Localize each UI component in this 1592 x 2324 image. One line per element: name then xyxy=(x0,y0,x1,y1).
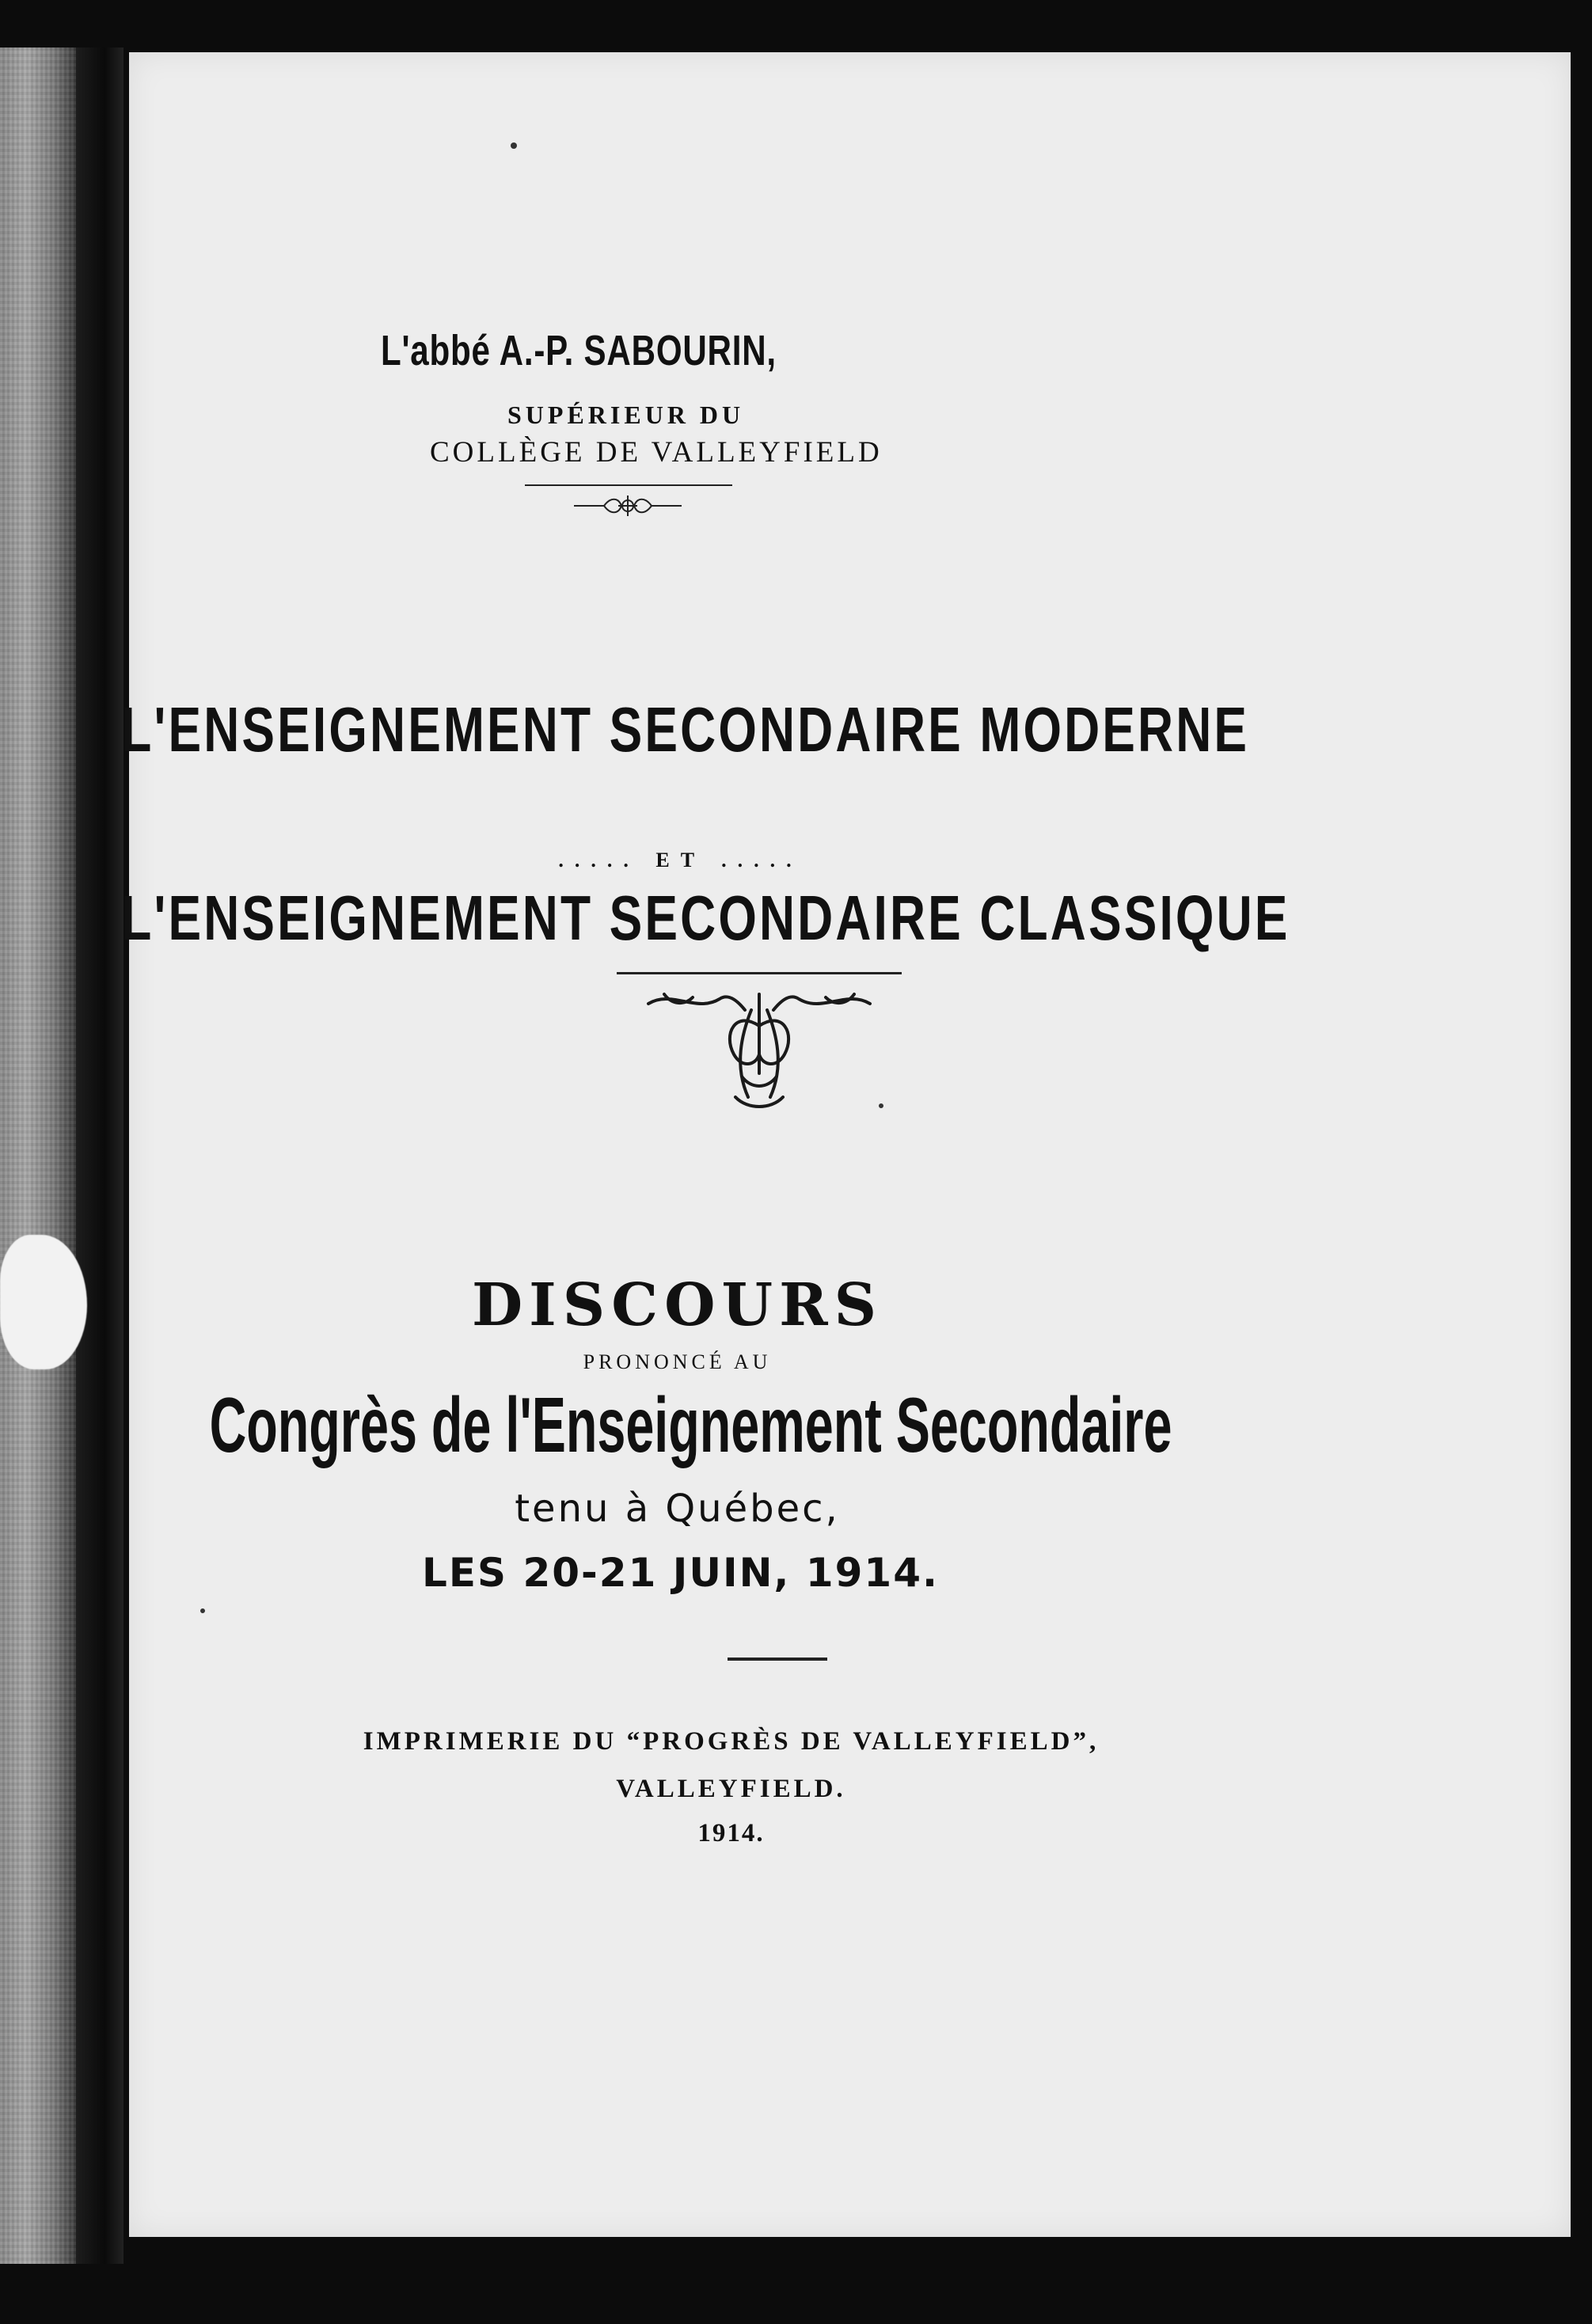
congress-dates: LES 20-21 JUIN, 1914. xyxy=(422,1550,939,1596)
paper-speck xyxy=(879,1103,883,1108)
small-fleuron-ornament xyxy=(572,492,683,519)
book-binding xyxy=(0,47,76,2264)
printer-year: 1914. xyxy=(697,1819,765,1847)
binding-shadow xyxy=(76,47,123,2264)
title-rule xyxy=(617,972,902,974)
imprint-rule xyxy=(728,1658,827,1661)
title-line-classic: L'ENSEIGNEMENT SECONDAIRE CLASSIQUE xyxy=(121,883,1290,953)
author-role: SUPÉRIEUR DU xyxy=(507,401,745,429)
author-name: L'abbé A.-P. SABOURIN, xyxy=(381,327,777,374)
congress-name: Congrès de l'Enseignement Secondaire xyxy=(209,1381,1172,1468)
printer-place: VALLEYFIELD. xyxy=(616,1775,846,1803)
congress-location: tenu à Québec, xyxy=(515,1487,840,1531)
title-line-modern: L'ENSEIGNEMENT SECONDAIRE MODERNE xyxy=(121,694,1250,765)
paper-speck xyxy=(200,1608,205,1613)
author-rule xyxy=(525,484,732,486)
paper-speck xyxy=(511,142,517,149)
discours-heading: DISCOURS xyxy=(471,1271,883,1339)
author-institution: COLLÈGE DE VALLEYFIELD xyxy=(430,436,883,469)
printer-name: IMPRIMERIE DU “PROGRÈS DE VALLEYFIELD”, xyxy=(363,1727,1100,1756)
title-page xyxy=(121,52,1571,2237)
title-conjunction: ..... ET ..... xyxy=(558,849,803,872)
prononce-au: PRONONCÉ AU xyxy=(583,1350,772,1373)
acanthus-ornament xyxy=(640,978,878,1113)
